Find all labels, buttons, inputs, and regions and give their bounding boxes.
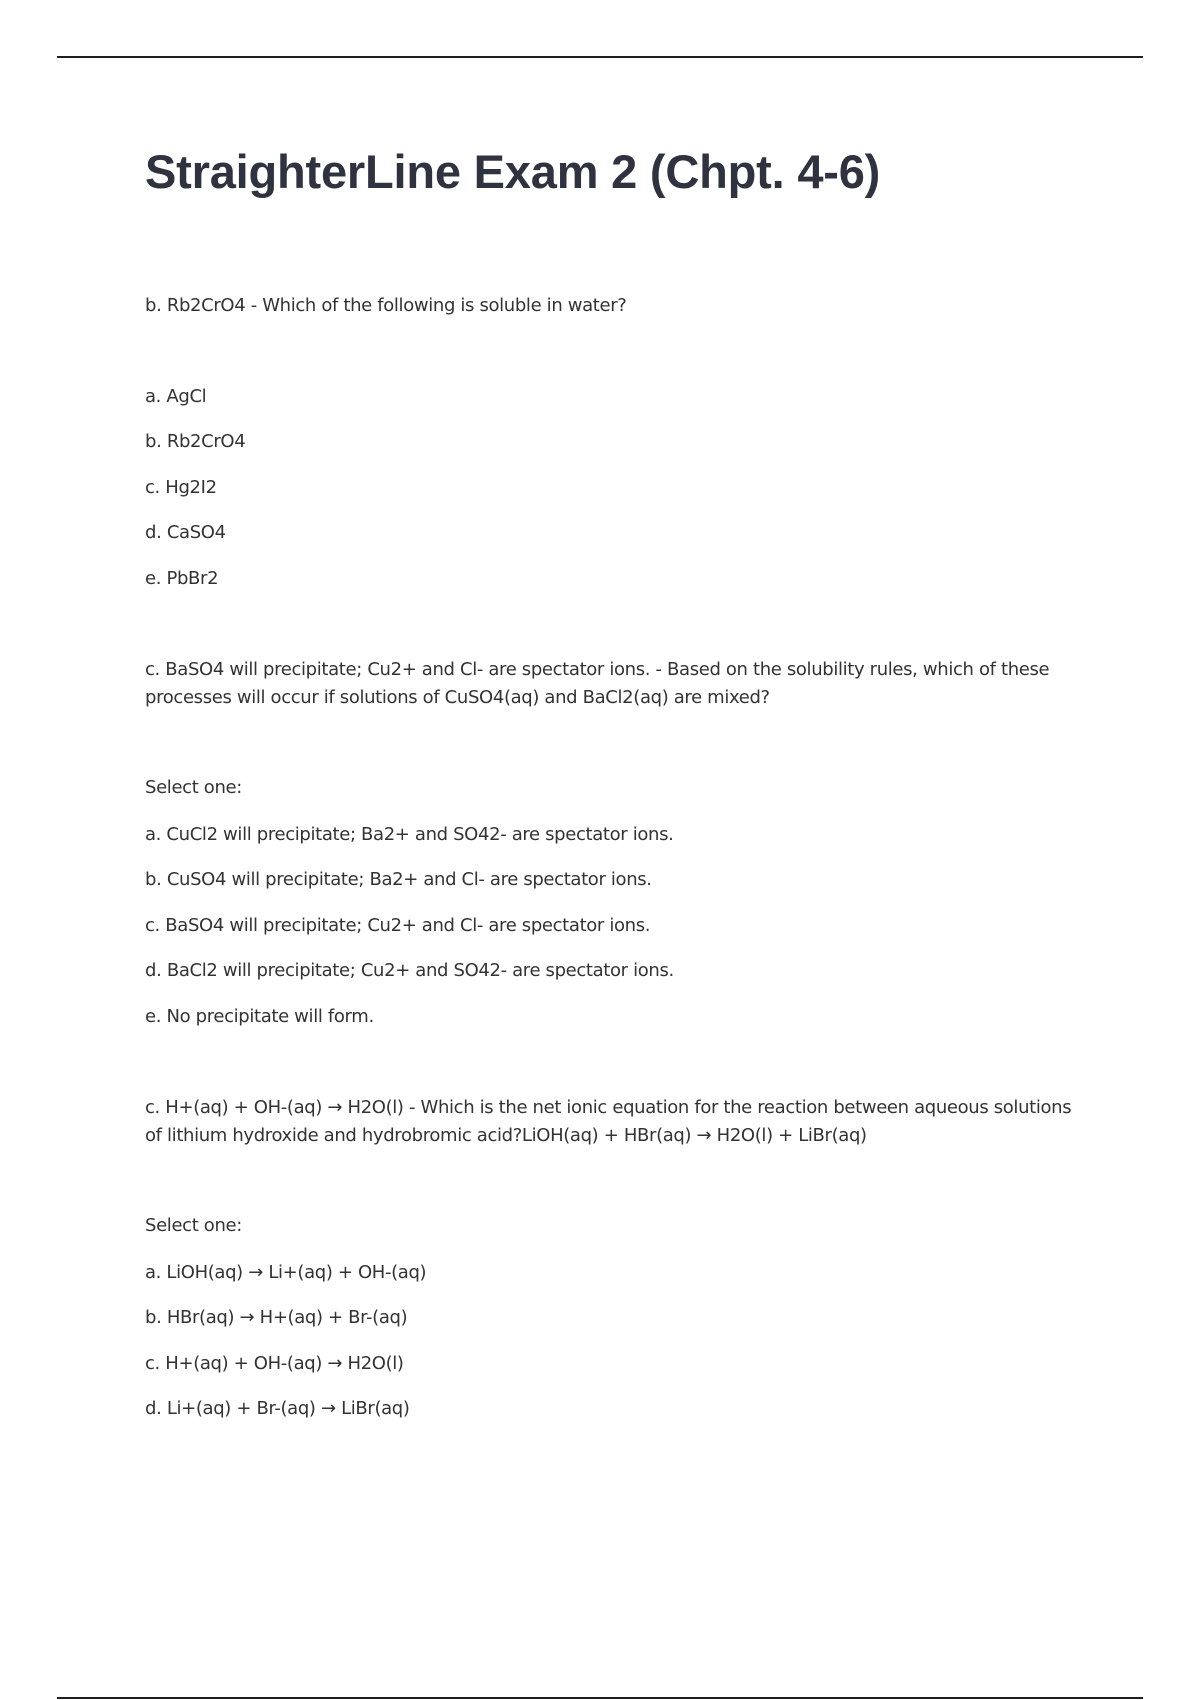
question-1-option-a: a. AgCl [145, 386, 207, 407]
question-1-prompt: b. Rb2CrO4 - Which of the following is soluble in water? [145, 295, 627, 316]
question-3-prompt: c. H+(aq) + OH-(aq) → H2O(l) - Which is the net ionic equation for the reaction between aqueous solutions of lithium hydroxide and hydrobromic acid?LiOH(aq) + HBr(aq) → H2O(l) + LiBr(aq) [145, 1097, 1072, 1146]
question-2-prompt: c. BaSO4 will precipitate; Cu2+ and Cl- are spectator ions. - Based on the solubility rules, which of these processes will occur if solutions of CuSO4(aq) and BaCl2(aq) are mixed? [145, 659, 1050, 708]
top-divider [57, 56, 1143, 58]
question-2-option-c: c. BaSO4 will precipitate; Cu2+ and Cl- are spectator ions. [145, 915, 651, 936]
question-2-option-e: e. No precipitate will form. [145, 1006, 374, 1027]
question-3-option-b: b. HBr(aq) → H+(aq) + Br-(aq) [145, 1307, 408, 1328]
question-1-option-e: e. PbBr2 [145, 568, 219, 589]
question-1-option-c: c. Hg2I2 [145, 477, 217, 498]
question-3-select-label: Select one: [145, 1215, 242, 1236]
question-2-option-d: d. BaCl2 will precipitate; Cu2+ and SO42- are spectator ions. [145, 960, 674, 981]
question-2-select-label: Select one: [145, 777, 242, 798]
question-1-option-b: b. Rb2CrO4 [145, 431, 246, 452]
question-2-option-a: a. CuCl2 will precipitate; Ba2+ and SO42- are spectator ions. [145, 824, 674, 845]
page-title: StraighterLine Exam 2 (Chpt. 4-6) [145, 145, 881, 198]
question-3-option-c: c. H+(aq) + OH-(aq) → H2O(l) [145, 1353, 404, 1374]
question-2-option-b: b. CuSO4 will precipitate; Ba2+ and Cl- are spectator ions. [145, 869, 652, 890]
question-3-option-d: d. Li+(aq) + Br-(aq) → LiBr(aq) [145, 1398, 410, 1419]
question-1-option-d: d. CaSO4 [145, 522, 226, 543]
bottom-divider [57, 1697, 1143, 1699]
question-3-option-a: a. LiOH(aq) → Li+(aq) + OH-(aq) [145, 1262, 427, 1283]
